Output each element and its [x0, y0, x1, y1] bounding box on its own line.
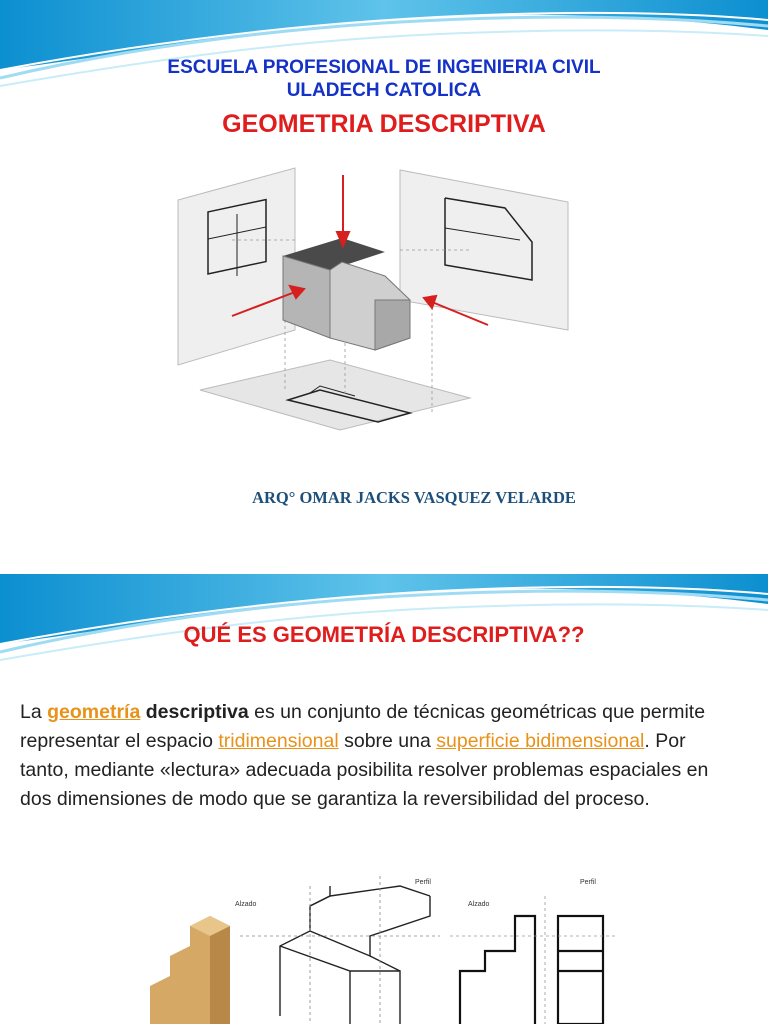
label-perfil-2d: Perfil — [580, 879, 596, 886]
label-perfil-3d: Perfil — [415, 879, 431, 886]
text-la: La — [20, 701, 42, 723]
definition-slide — [0, 574, 768, 1024]
definition-paragraph — [20, 698, 720, 814]
slide-separator — [0, 562, 768, 574]
slide-title: GEOMETRIA DESCRIPTIVA — [222, 110, 546, 138]
slide-heading: QUÉ ES GEOMETRÍA DESCRIPTIVA?? — [183, 622, 585, 647]
descriptive-geometry-figure — [170, 160, 570, 440]
link-superficie-bidimensional[interactable]: superficie bidimensional — [436, 730, 645, 752]
text-descriptiva: descriptiva — [145, 701, 249, 723]
text-part2: sobre una — [344, 730, 431, 752]
wooden-stairs-image — [150, 916, 230, 1024]
link-geometria[interactable]: geometría — [47, 701, 141, 723]
author-name: ARQ° OMAR JACKS VASQUEZ VELARDE — [252, 488, 576, 507]
text-part3: . Por tanto, mediante «lectura» adecuada posibilita resolver problemas espaciales en dos dimensiones de modo que se garantiza la reversibilidad del proceso. — [20, 730, 709, 810]
header-wave-decoration — [0, 574, 768, 664]
label-alzado-3d: Alzado — [235, 901, 257, 908]
school-name: ESCUELA PROFESIONAL DE INGENIERIA CIVIL — [167, 57, 601, 78]
orthographic-projection-figure — [140, 876, 640, 1024]
link-tridimensional[interactable]: tridimensional — [218, 730, 339, 752]
label-alzado-2d: Alzado — [468, 901, 490, 908]
university-name: ULADECH CATOLICA — [286, 80, 482, 101]
text-part1: es un conjunto de técnicas geométricas que permite representar el espacio — [20, 701, 706, 752]
